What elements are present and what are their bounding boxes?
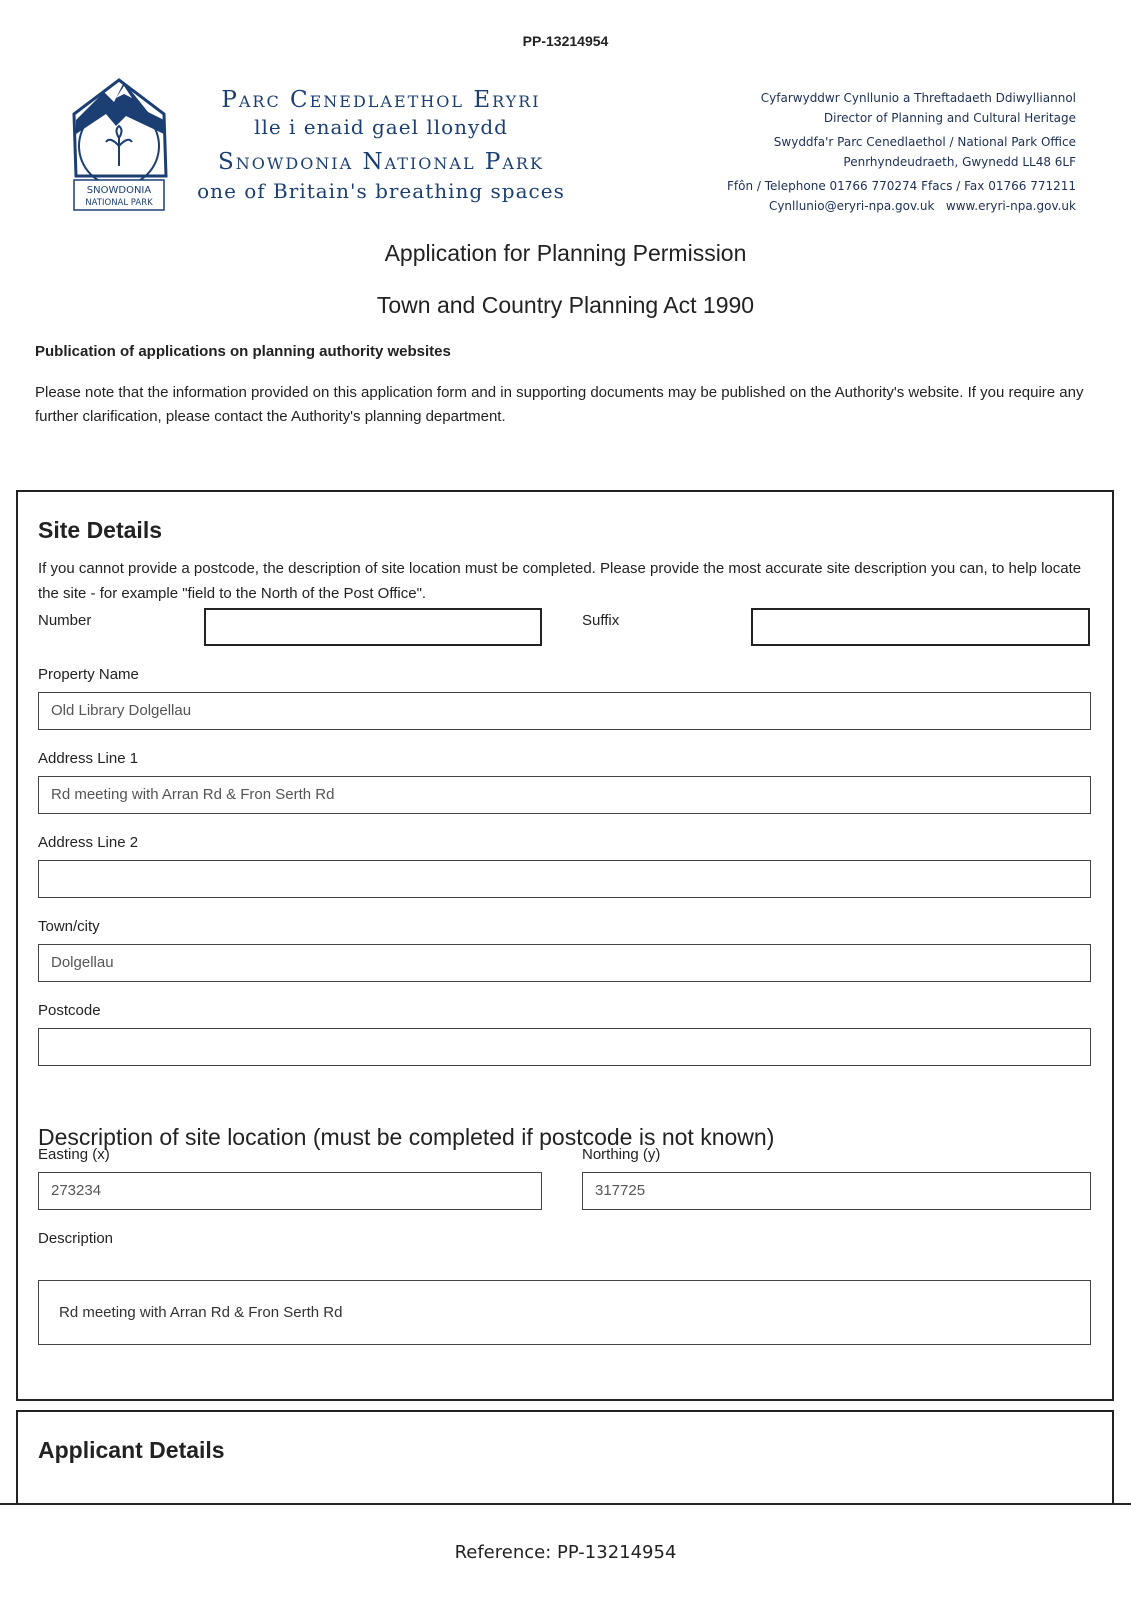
northing-input[interactable]: 317725 — [582, 1172, 1091, 1210]
page-title: Application for Planning Permission — [384, 240, 747, 266]
postcode-label: Postcode — [38, 1002, 101, 1019]
northing-label: Northing (y) — [582, 1146, 661, 1163]
contact-block — [716, 88, 1076, 216]
address-line2-input[interactable] — [38, 860, 1091, 898]
snowdonia-logo — [66, 76, 172, 216]
brand-block — [186, 86, 576, 204]
footer-reference: Reference: PP-13214954 — [454, 1542, 677, 1563]
property-name-input[interactable]: Old Library Dolgellau — [38, 692, 1091, 730]
contact-address: Penrhyndeudraeth, Gwynedd LL48 6LF — [843, 155, 1076, 169]
postcode-input[interactable] — [38, 1028, 1091, 1066]
property-name-label: Property Name — [38, 666, 139, 683]
number-label: Number — [38, 612, 92, 629]
address-line2-label: Address Line 2 — [38, 834, 139, 851]
site-location-heading: Description of site location (must be completed if postcode is not known) — [38, 1124, 775, 1150]
address-line1-input[interactable]: Rd meeting with Arran Rd & Fron Serth Rd — [38, 776, 1091, 814]
contact-director-cy: Cyfarwyddwr Cynllunio a Threftadaeth Ddiwylliannol — [760, 91, 1076, 105]
logo-flower-icon — [106, 126, 132, 166]
contact-director-en: Director of Planning and Cultural Heritage — [823, 111, 1076, 125]
applicant-details-heading: Applicant Details — [38, 1437, 225, 1463]
easting-label: Easting (x) — [38, 1146, 110, 1163]
brand-english-tagline: one of Britain's breathing spaces — [197, 179, 565, 203]
address-line1-label: Address Line 1 — [38, 750, 139, 767]
suffix-label: Suffix — [582, 612, 620, 629]
logo-label-line1: SNOWDONIA — [86, 185, 152, 196]
site-details-section — [16, 490, 1114, 1401]
description-textarea[interactable]: Rd meeting with Arran Rd & Fron Serth Rd — [38, 1280, 1091, 1345]
reference-number-top: PP-13214954 — [522, 33, 609, 49]
publication-heading: Publication of applications on planning authority websites — [35, 343, 451, 360]
publication-text: Please note that the information provided on this application form and in supporting documents may be published on the Authority's website. If you require any further clarification, please contact the Authority's planning department. — [35, 384, 1084, 425]
description-label: Description — [38, 1230, 114, 1247]
town-input[interactable]: Dolgellau — [38, 944, 1091, 982]
contact-email-web: Cynllunio@eryri-npa.gov.uk www.eryri-npa.gov.uk — [768, 199, 1076, 213]
easting-input[interactable]: 273234 — [38, 1172, 542, 1210]
contact-office: Swyddfa'r Parc Cenedlaethol / National Park Office — [773, 135, 1076, 149]
brand-welsh-name: Parc Cenedlaethol Eryri — [221, 87, 541, 113]
contact-phone: Ffôn / Telephone 01766 770274 Ffacs / Fax 01766 771211 — [727, 179, 1076, 193]
applicant-details-section — [16, 1410, 1114, 1503]
town-label: Town/city — [38, 918, 100, 935]
number-input[interactable] — [204, 608, 542, 646]
site-details-intro: If you cannot provide a postcode, the description of site location must be completed. Please provide the most accurate site description you can, to help locate the site - for example "field to the North of the Post Office". — [38, 560, 1082, 602]
site-details-heading: Site Details — [38, 517, 162, 543]
brand-english-name: Snowdonia National Park — [218, 149, 544, 175]
suffix-input[interactable] — [751, 608, 1090, 646]
brand-welsh-tagline: lle i enaid gael llonydd — [254, 115, 508, 139]
logo-label-line2: NATIONAL PARK — [85, 198, 153, 208]
footer-divider — [0, 1503, 1131, 1505]
page-subtitle: Town and Country Planning Act 1990 — [376, 292, 755, 318]
